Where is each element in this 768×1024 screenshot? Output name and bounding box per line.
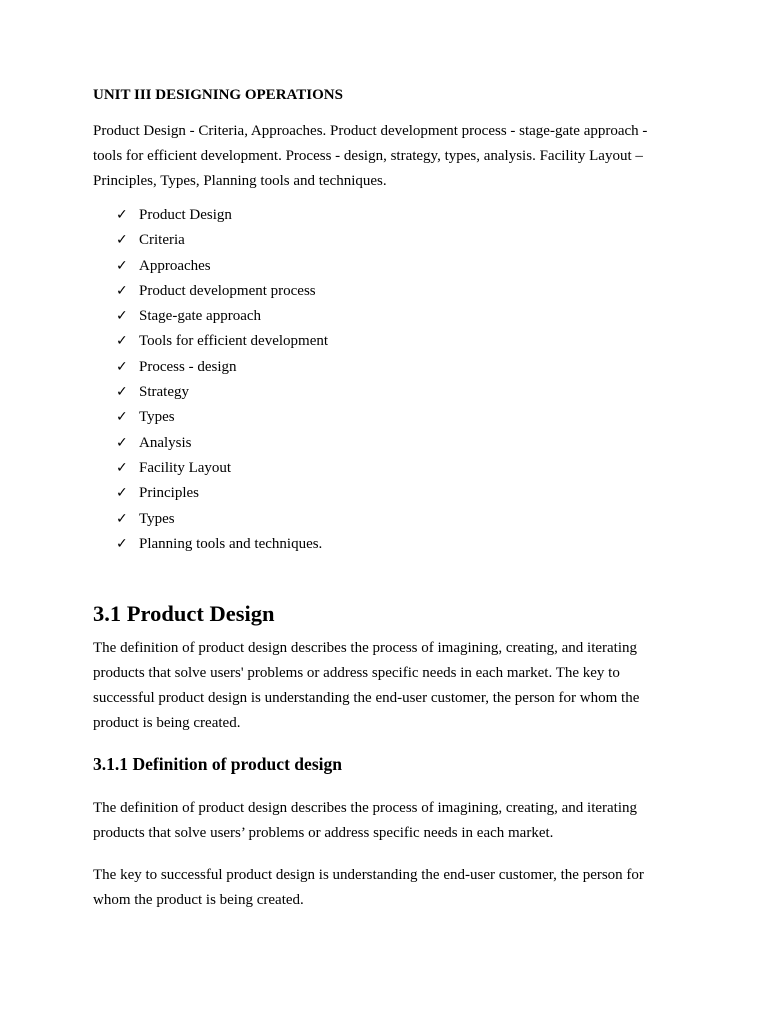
section-3-1-1-heading: 3.1.1 Definition of product design <box>93 754 343 774</box>
checklist-item-label: Types <box>139 510 175 527</box>
checkmark-icon: ✓ <box>116 282 128 299</box>
checklist-item-label: Product development process <box>139 282 316 299</box>
checklist-item-label: Approaches <box>139 257 211 274</box>
checkmark-icon: ✓ <box>116 434 128 451</box>
section-3-1-1-paragraph-2: The key to successful product design is understanding the end-user customer, the person for whom the product is being created. <box>93 867 644 908</box>
checklist-item-label: Facility Layout <box>139 459 232 476</box>
checkmark-icon: ✓ <box>116 409 128 426</box>
checklist-item-label: Criteria <box>139 232 185 249</box>
section-3-1-paragraph: The definition of product design describes the process of imagining, creating, and iterating products that solve users' problems or address specific needs in each market. The key to successful product design is understanding the end-user customer, the person for whom the product is being created. <box>93 640 640 731</box>
checkmark-icon: ✓ <box>116 384 128 401</box>
checkmark-icon: ✓ <box>116 459 128 476</box>
checkmark-icon: ✓ <box>116 232 128 249</box>
checklist-item-label: Product Design <box>139 207 232 223</box>
checklist-item-label: Analysis <box>139 434 192 451</box>
checklist-item-label: Process - design <box>139 358 237 375</box>
checklist-item-label: Stage-gate approach <box>139 308 262 325</box>
checklist-item-label: Tools for efficient development <box>139 333 329 350</box>
checkmark-icon: ✓ <box>116 333 128 350</box>
checklist-item-label: Types <box>139 409 175 426</box>
checkmark-icon: ✓ <box>116 358 128 375</box>
checkmark-icon: ✓ <box>116 257 128 274</box>
checkmark-icon: ✓ <box>116 308 128 325</box>
checkmark-icon: ✓ <box>116 535 128 552</box>
section-3-1-1-paragraph-1: The definition of product design describes the process of imagining, creating, and iterating products that solve users’ problems or address specific needs in each market. <box>93 800 638 841</box>
checkmark-icon: ✓ <box>116 485 128 502</box>
checkmark-icon: ✓ <box>116 510 128 527</box>
section-3-1-heading: 3.1 Product Design <box>93 601 275 626</box>
checklist-item-label: Strategy <box>139 384 189 401</box>
checkmark-icon: ✓ <box>116 207 128 223</box>
checklist-item-label: Planning tools and techniques. <box>139 535 323 552</box>
intro-paragraph: Product Design - Criteria, Approaches. Product development process - stage-gate approach - tools for efficient development. Process - design, strategy, types, analysis. Facility Layout – Principles, Types, Planning tools and techniques. <box>93 123 648 189</box>
checklist-item-label: Principles <box>139 485 199 502</box>
unit-title: UNIT III DESIGNING OPERATIONS <box>93 87 343 103</box>
